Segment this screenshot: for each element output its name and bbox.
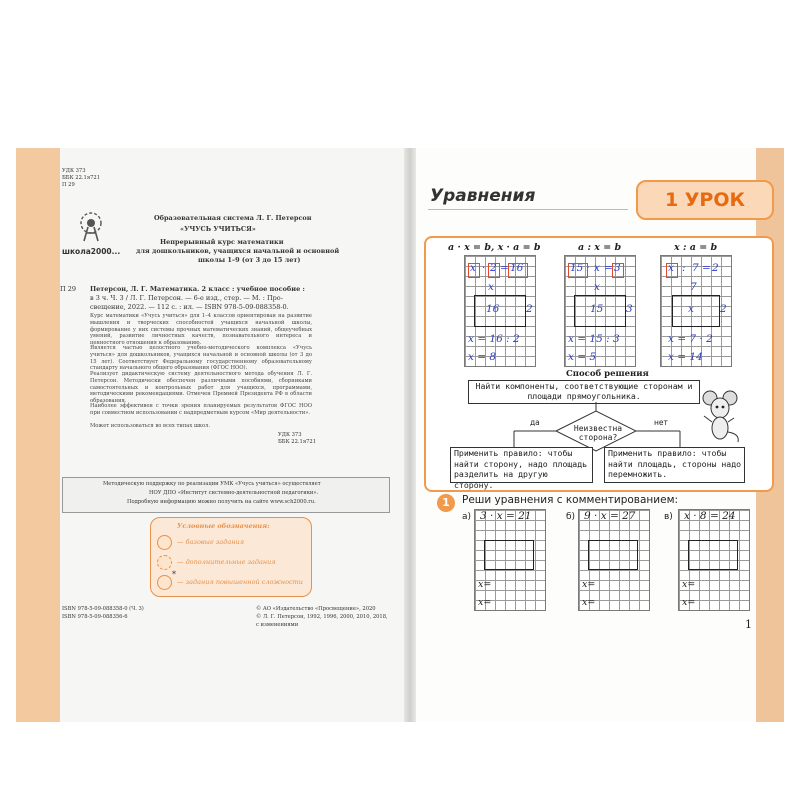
ex1-red-mark-b [508,263,528,278]
udk-small: УДК 373 [278,432,302,438]
task-a-rectangle [484,540,534,570]
task-c-label: в) [664,512,673,522]
ex1-eq-a: 2 [490,262,497,274]
ex3-eq-b: 2 [712,262,719,274]
support-line-2: НОУ ДПО «Институт системно-деятельностной педагогики». [149,490,319,496]
support-line-3: Подробную информацию можно получить на сайте www.sch2000.ru. [127,499,316,505]
legend-item-extra: — дополнительные задания [177,558,276,566]
ex1-eq-b: 16 [510,262,524,274]
annotation-para-2: Является частью целостного учебно-методического комплекса «Учусь учиться» для дошкольников, учащихся начальной и основной школы (от 3 до 15 лет). Соответствует Федеральному государственному образовательному стандарту начального общего образования (ФГОС НОО). [90,345,312,372]
ex2-solve: x = 15 : 3 [568,333,620,345]
series-line: Образовательная система Л. Г. Петерсон [154,214,312,222]
annotation-para-3: Реализует дидактическую систему деятельностного метода обучения Л. Г. Петерсон. Методически обеспечен различными пособиями, сборниками самостоятельных и контрольных работ для учащихся, программами, методическими рекомендациями. Отмечен Премией Президента РФ в области образования. [90,371,312,405]
logo-text: школа2000... [62,247,121,256]
task-number-badge: 1 [437,494,455,512]
task-b-x1: x= [582,579,596,590]
ex3-side-top: 7 [690,281,697,293]
title-underline [428,209,628,210]
ex3-eq-a: 7 [692,262,699,274]
legend-item-hard: — задания повышенной сложности [177,578,303,586]
school2000-logo [62,205,120,265]
audience-line-2: школы 1–9 (от 3 до 15 лет) [198,256,301,264]
ex2-side-right: 3 [626,303,633,315]
task-c-x2: x= [682,597,696,608]
formula-1: a · x = b, x · a = b [448,242,541,253]
task-c-rectangle [688,540,738,570]
isbn-line-2: ISBN 978-5-09-088356-6 [62,614,128,620]
ex3-answer: x = 14 [668,351,703,363]
task-c-x1: x= [682,579,696,590]
ex1-solve: x = 16 : 2 [468,333,520,345]
rule-find-area: Применить правило: чтобы найти площадь, стороны надо перемножить. [604,447,745,483]
annotation-para-4: Наиболее эффективен с точки зрения планируемых результатов ФГОС НОО при совместном использовании с надпредметным курсом «Мир деятельности». [90,403,312,416]
task-b-label: б) [566,512,576,522]
step-find-components: Найти компоненты, соответствующие сторонам и площади прямоугольника. [468,380,700,404]
ex2-answer: x = 5 [568,351,597,363]
program-line: «УЧУСЬ УЧИТЬСЯ» [180,225,256,233]
ex3-eq-x: x [668,262,674,274]
formula-3: x : a = b [674,242,718,253]
task-a-x1: x= [478,579,492,590]
task-a-label: а) [462,512,472,522]
ex2-red-mark-a [568,263,588,278]
ex1-side-right: 2 [526,303,533,315]
bbk-line: ББК 22.1я721 [62,175,101,181]
annotation-para-5: Может использоваться во всех типах школ. [90,423,211,429]
ex2-area: 15 [590,303,604,315]
ex2-eq-x: x [594,262,600,274]
basic-task-icon [157,535,172,550]
annotation-para-1: Курс математики «Учусь учиться» для 1–4 классов ориентирован на развитие мышления и творческих способностей учащихся начальной школы, формирование у них системы прочных математических знаний, общеучебных умений, развитие личностных качеств, познавательного интереса и ценностного отношения к образованию. [90,313,312,347]
page-title: Уравнения [430,186,536,206]
task-b-equation: 9 · x = 27 [584,510,636,522]
ex1-red-mark-a [488,263,500,278]
ex3-solve: x = 7 · 2 [668,333,713,345]
copyright-line-3: с изменениями [256,622,299,628]
star-mark: * [172,570,176,579]
ex3-area: x [688,303,694,315]
ex1-eq-eq: = [500,262,509,274]
book-gutter [404,148,416,722]
isbn-line-1: ISBN 978-5-09-088358-0 (Ч. 3) [62,606,144,612]
ex2-red-mark-b [612,263,624,278]
lesson-badge [636,180,774,220]
biblio-line-1: Петерсон, Л. Г. Математика. 2 класс : учебное пособие : [90,285,305,293]
rule-find-side: Применить правило: чтобы найти сторону, надо площадь разделить на другую сторону. [450,447,593,483]
task-b-rectangle [588,540,638,570]
ex1-answer: x = 8 [468,351,497,363]
ex3-side-right: 2 [720,303,727,315]
task-a-equation: 3 · x = 21 [480,510,532,522]
ex1-rectangle [474,295,526,327]
index-line: П 29 [62,182,75,188]
question-unknown-side: Неизвестна сторона? [573,424,623,442]
task-b-x2: x= [582,597,596,608]
ex3-eq-op: : [682,262,686,274]
method-title: Способ решения [566,369,649,379]
ex1-side-top: x [488,281,494,293]
task-a-x2: x= [478,597,492,608]
ex3-eq-eq: = [702,262,711,274]
hard-task-icon [157,575,172,590]
ex1-area: 16 [486,303,500,315]
ex2-eq-eq: = [604,262,613,274]
ex1-red-mark-x [468,263,480,278]
task-instruction: Реши уравнения с комментированием: [462,494,679,506]
index-code: П 29 [60,285,77,293]
bbk-small: ББК 22.1я721 [278,439,317,445]
copyright-line-1: © АО «Издательство «Просвещение», 2020 [256,606,376,612]
ex3-rectangle [672,295,720,327]
copyright-line-2: © Л. Г. Петерсон, 1992, 1996, 2000, 2010, 2018, [256,614,388,620]
audience-line-1: для дошкольников, учащихся начальной и основной [136,247,340,255]
task-c-equation: x · 8 = 24 [684,510,736,522]
mouse-character [700,388,744,444]
left-color-band [16,148,60,722]
formula-2: a : x = b [578,242,622,253]
ex3-red-mark-x [666,263,678,278]
legend-title: Условные обозначения: [177,522,270,530]
ex2-eq-op: : [586,262,590,274]
udk-line: УДК 373 [62,168,86,174]
ex1-eq-op: · [482,262,486,274]
support-box [62,477,390,513]
page-number: 1 [745,618,752,631]
extra-task-icon [157,555,172,570]
ex2-eq-b: 3 [614,262,621,274]
legend-box [150,517,312,597]
ex2-eq-a: 15 [570,262,584,274]
ex1-eq-x: x [470,262,476,274]
answer-no: нет [654,418,668,427]
biblio-line-3: свещение, 2022. — 112 с. : ил. — ISBN 978-5-09-088358-0. [90,303,289,311]
lesson-label: 1 УРОК [664,189,746,211]
ex2-side-top: x [594,281,600,293]
biblio-line-2: в 3 ч. Ч. 3 / Л. Г. Петерсон. — 6-е изд., стер. — М. : Про- [90,294,283,302]
course-line: Непрерывный курс математики [160,238,284,246]
answer-yes: да [530,418,540,427]
support-line-1: Методическую поддержку по реализации УМК «Учусь учиться» осуществляет [103,481,321,487]
legend-item-basic: — базовые задания [177,538,245,546]
